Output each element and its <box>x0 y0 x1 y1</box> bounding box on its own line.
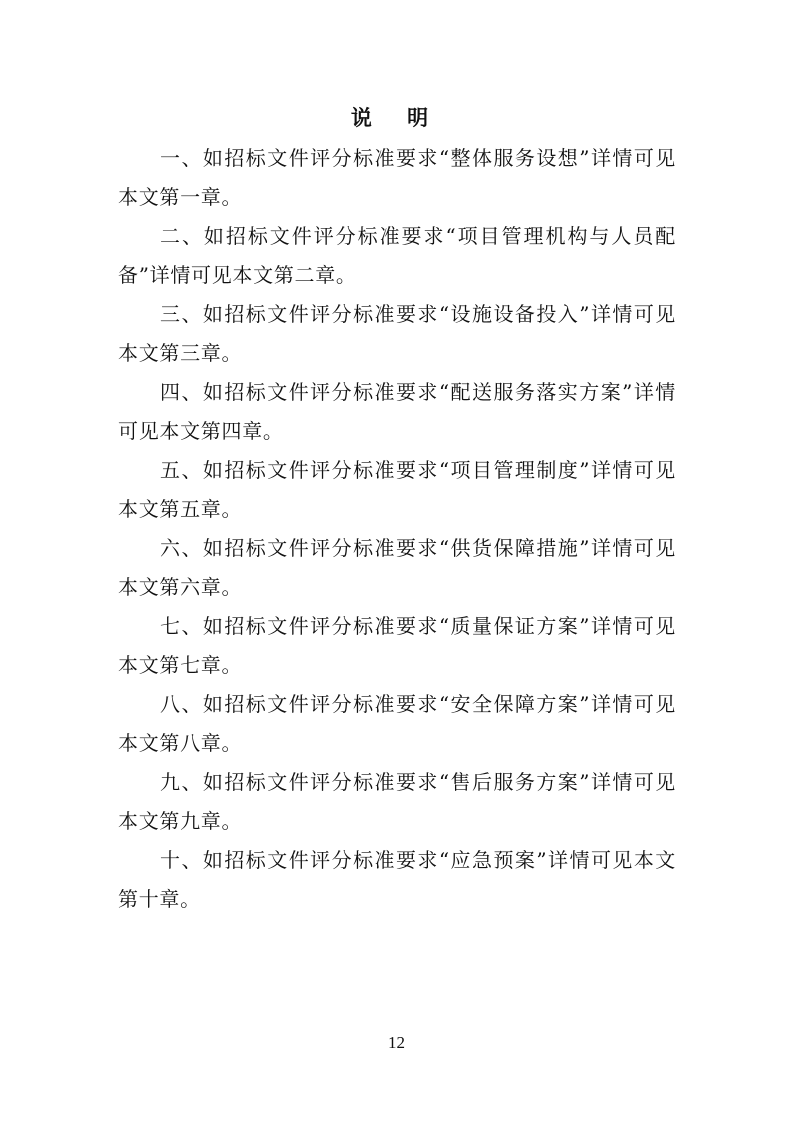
paragraph-10: 十、如招标文件评分标准要求“应急预案”详情可见本文第十章。 <box>118 848 676 911</box>
page-title: 说 明 <box>350 105 443 130</box>
paragraph-7: 七、如招标文件评分标准要求“质量保证方案”详情可见本文第七章。 <box>118 614 676 677</box>
page-number: 12 <box>388 1033 405 1052</box>
paragraph-4: 四、如招标文件评分标准要求“配送服务落实方案”详情可见本文第四章。 <box>118 380 676 443</box>
document-body <box>118 139 676 919</box>
paragraph-1: 一、如招标文件评分标准要求“整体服务设想”详情可见本文第一章。 <box>118 146 676 209</box>
paragraph-5: 五、如招标文件评分标准要求“项目管理制度”详情可见本文第五章。 <box>118 458 676 521</box>
paragraph-9: 九、如招标文件评分标准要求“售后服务方案”详情可见本文第九章。 <box>118 770 676 833</box>
paragraph-2: 二、如招标文件评分标准要求“项目管理机构与人员配备”详情可见本文第二章。 <box>118 224 676 287</box>
paragraph-8: 八、如招标文件评分标准要求“安全保障方案”详情可见本文第八章。 <box>118 692 676 755</box>
paragraph-3: 三、如招标文件评分标准要求“设施设备投入”详情可见本文第三章。 <box>118 302 676 365</box>
paragraph-6: 六、如招标文件评分标准要求“供货保障措施”详情可见本文第六章。 <box>118 536 676 599</box>
